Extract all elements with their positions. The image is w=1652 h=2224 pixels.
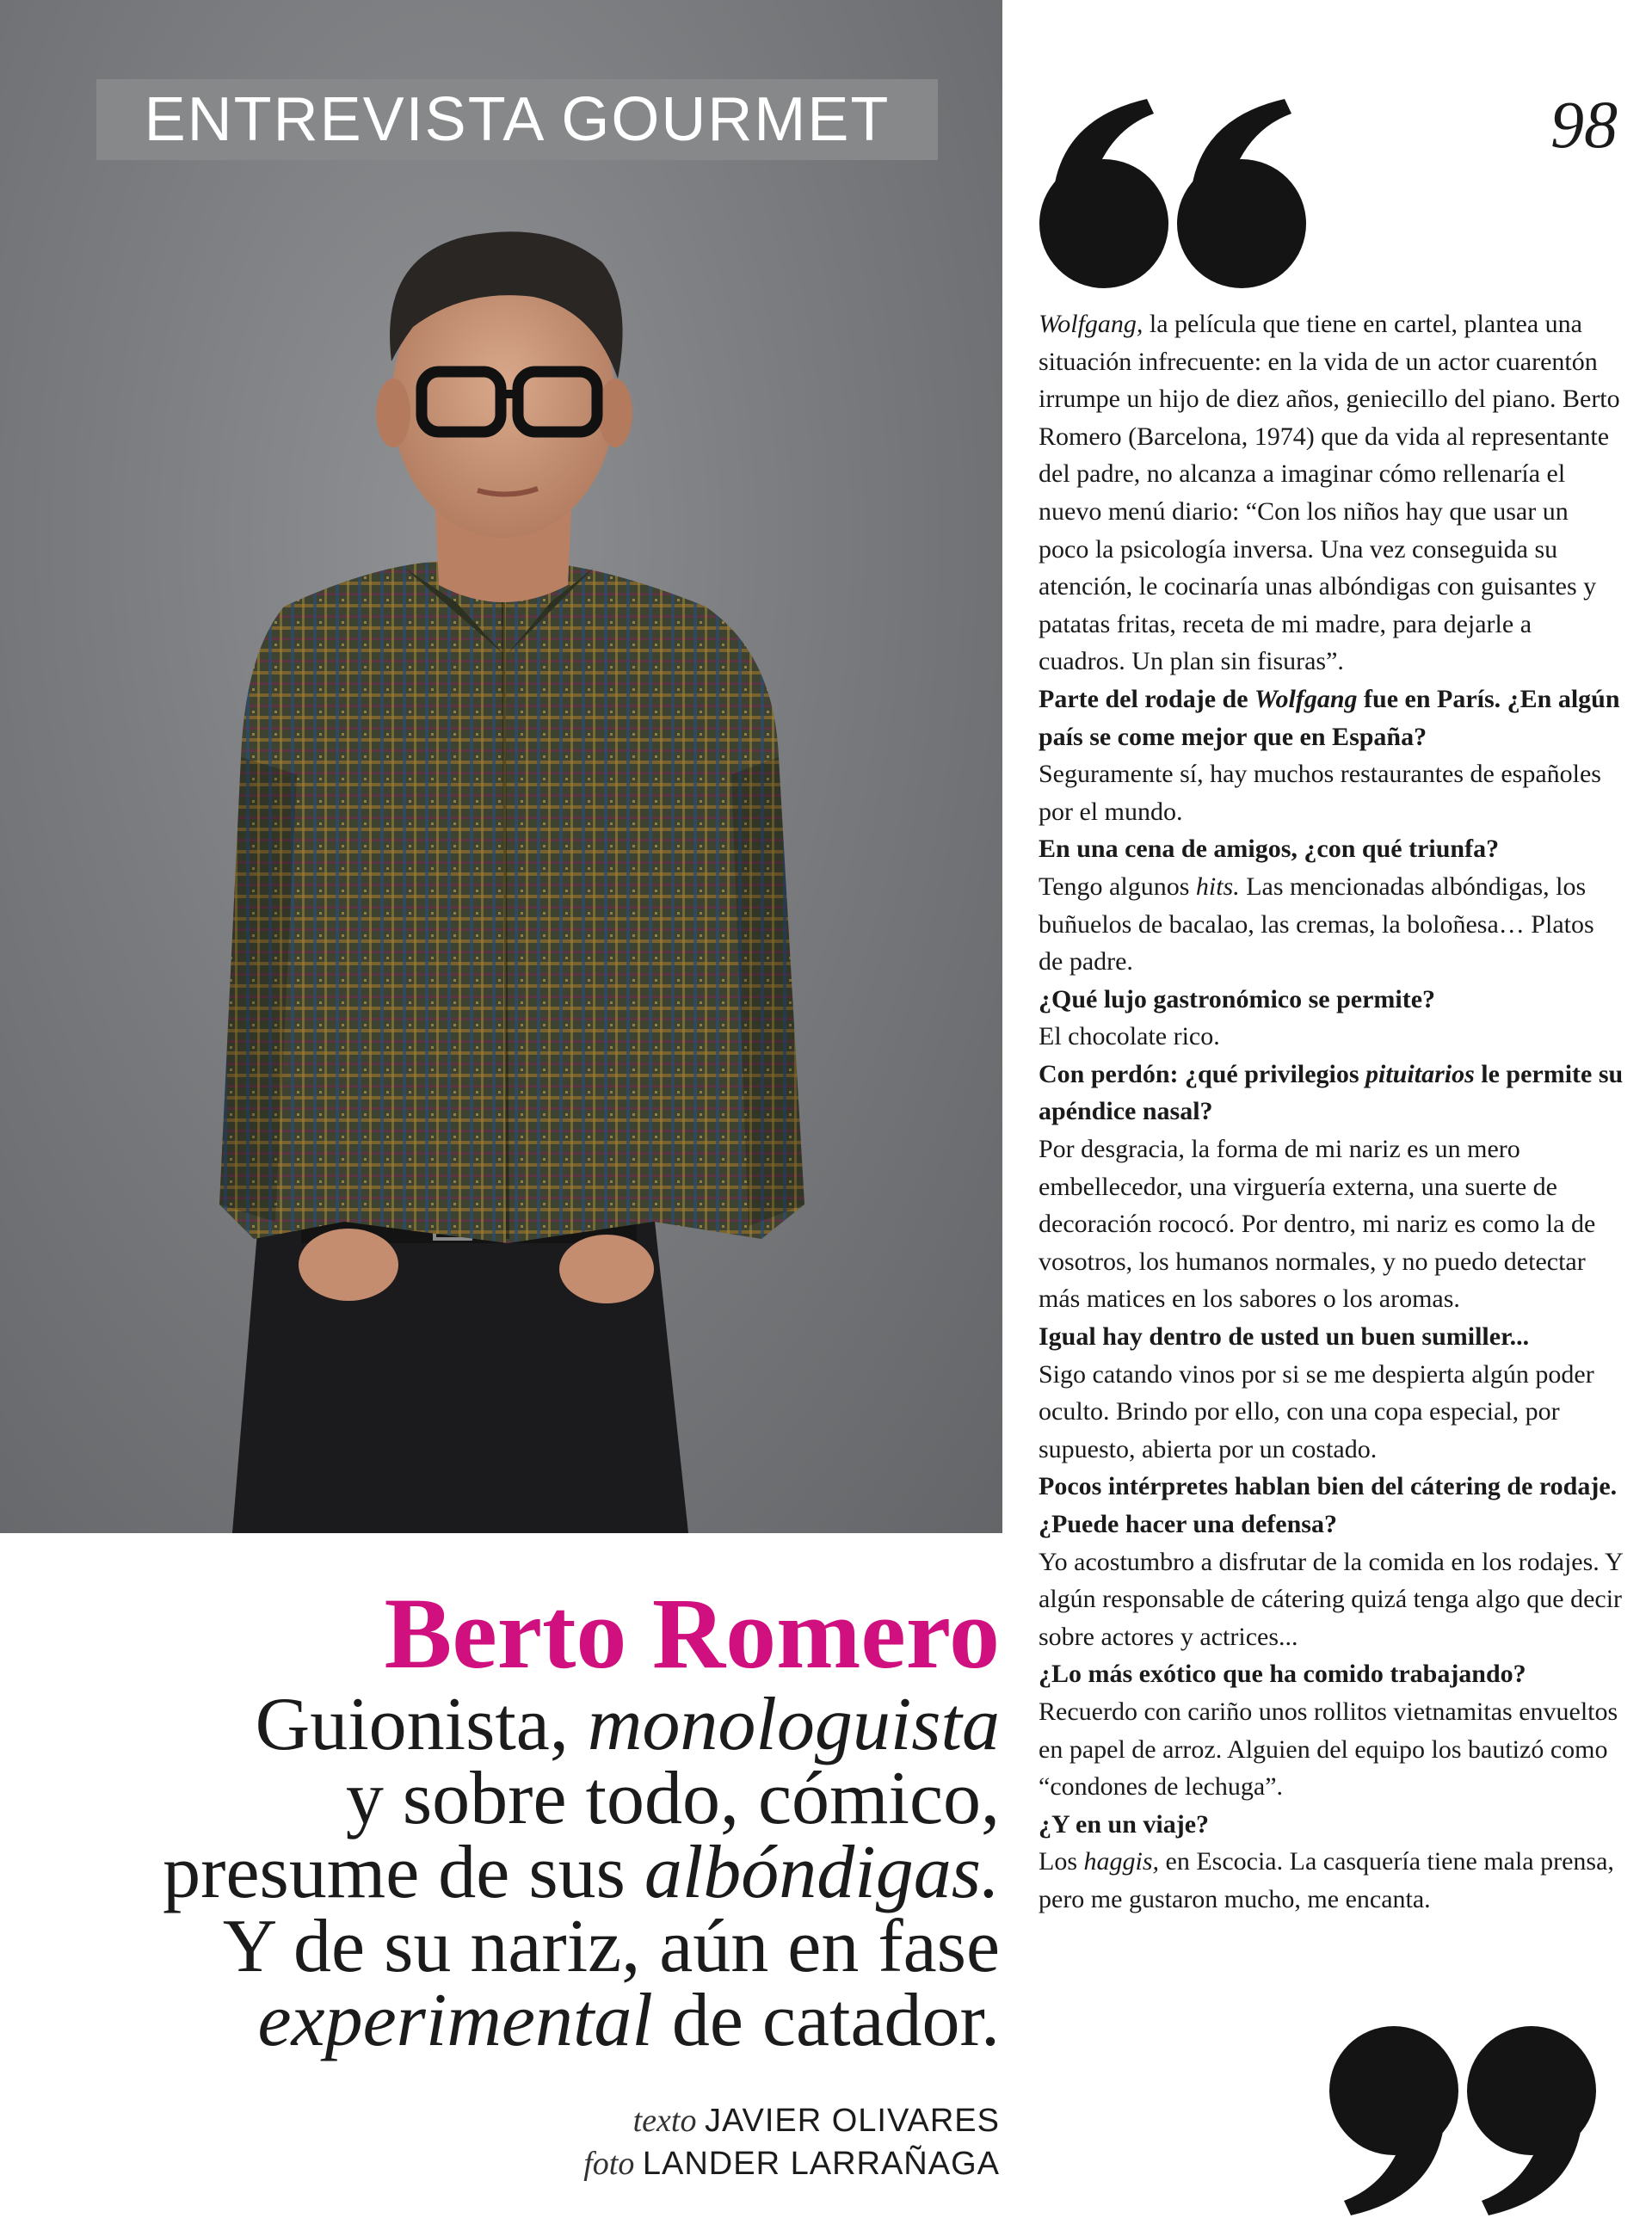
interview-answer [1039, 305, 1624, 681]
interview-question [1039, 1655, 1624, 1693]
text-run: en Escocia. La casquería tiene mala prensa, pero me gustaron mucho, me encanta. [1039, 1847, 1614, 1913]
italic-run: pituitarios [1365, 1059, 1475, 1088]
interview-answer [1039, 1843, 1624, 1918]
credit-name: LANDER LARRAÑAGA [642, 2146, 1000, 2182]
text-run: de catador. [652, 1979, 1000, 2062]
text-run: presume de sus [163, 1831, 644, 1914]
portrait-photo [0, 0, 1002, 1533]
credit-role: foto [583, 2146, 635, 2182]
text-run: Pocos intérpretes hablan bien del cátering de rodaje. ¿Puede hacer una defensa? [1039, 1472, 1618, 1538]
text-run: ¿Qué lujo gastronómico se permite? [1039, 984, 1436, 1013]
byline-credit [583, 2099, 1000, 2142]
portrait-illustration [0, 0, 1002, 1533]
interview-question [1039, 1056, 1624, 1130]
byline-credit [583, 2142, 1000, 2185]
italic-run: haggis, [1083, 1847, 1160, 1876]
dek-line [53, 1831, 1000, 1914]
text-run: Igual hay dentro de usted un buen sumiller... [1039, 1322, 1530, 1352]
text-run: ¿Y en un viaje? [1039, 1809, 1210, 1839]
interviewee-name: Berto Romero [384, 1577, 1000, 1690]
section-tag [96, 79, 938, 160]
text-run: Sigo catando vinos por si se me despierta algún poder oculto. Brindo por ello, con una copa especial, por supuesto, abierta por un costado. [1039, 1359, 1594, 1463]
byline [583, 2099, 1000, 2185]
text-run: Recuerdo con cariño unos rollitos vietnamitas envueltos en papel de arroz. Alguien del equipo los bautizó como “condones de lechuga”. [1039, 1697, 1618, 1802]
open-quote-icon [1035, 95, 1310, 297]
interview-question [1039, 681, 1624, 755]
text-run: y sobre todo, cómico, [345, 1757, 1000, 1840]
credit-role: texto [632, 2103, 697, 2139]
interview-answer [1039, 755, 1624, 830]
page-number: 98 [1550, 87, 1618, 162]
text-run: Con perdón: ¿qué privilegios [1039, 1059, 1366, 1088]
interview-answer [1039, 1018, 1624, 1056]
interview-answer [1039, 1130, 1624, 1318]
interview-answer [1039, 1543, 1624, 1656]
text-run: la película que tiene en cartel, plantea una situación infrecuente: en la vida de un actor cuarentón irrumpe un hijo de diez años, geniecillo del piano. Berto Romero (Barcelona, 1974) que da vida al representante del padre, no alcanza a imaginar cómo rellenaría el nuevo menú diario: “Con los niños hay que usar un poco la psicología inversa. Una vez conseguida su atención, le cocinaría unas albóndigas con guisantes y patatas fritas, receta de mi madre, para dejarle a cuadros. Un plan sin fisuras”. [1039, 310, 1620, 676]
interview-body [1039, 305, 1624, 1919]
interview-question [1039, 830, 1624, 868]
text-run: le permite su apéndice nasal? [1039, 1059, 1624, 1126]
italic-run: Wolfgang, [1039, 310, 1143, 338]
text-run: Por desgracia, la forma de mi nariz es un mero embellecedor, una virguería externa, una suerte de decoración rococó. Por dentro, mi nariz es como la de vosotros, los humanos normales, y no puedo detectar más matices en los sabores o los aromas. [1039, 1135, 1596, 1314]
interview-answer [1039, 868, 1624, 981]
interview-question [1039, 1468, 1624, 1543]
text-run: En una cena de amigos, ¿con qué triunfa? [1039, 835, 1500, 864]
text-run: Tengo algunos [1039, 872, 1196, 901]
text-run: Las mencionadas albóndigas, los buñuelos de bacalao, las cremas, la boloñesa… Platos de padre. [1039, 872, 1594, 976]
section-tag-label: ENTREVISTA GOURMET [144, 85, 891, 154]
interview-question [1039, 1318, 1624, 1356]
text-run: Yo acostumbro a disfrutar de la comida en los rodajes. Y algún responsable de cátering quizá tenga algo que decir sobre actores y actrices... [1039, 1547, 1623, 1651]
text-run: ¿Lo más exótico que ha comido trabajando? [1039, 1660, 1526, 1689]
text-run: Parte del rodaje de [1039, 684, 1255, 713]
dek-line [53, 1757, 1000, 1840]
text-run: Y de su nariz, aún en fase [222, 1905, 1000, 1988]
text-run: Los [1039, 1847, 1084, 1876]
italic-run: albóndigas. [644, 1831, 1000, 1914]
dek-line [53, 1683, 1000, 1766]
dek-line [53, 1905, 1000, 1988]
text-run: El chocolate rico. [1039, 1022, 1220, 1051]
headline-block [53, 1577, 1000, 2062]
text-run: Guionista, [255, 1683, 588, 1766]
italic-run: Wolfgang [1254, 684, 1358, 713]
headline-dek [53, 1683, 1000, 2062]
dek-line [53, 1979, 1000, 2062]
text-run: fue en París. ¿En algún país se come mejor que en España? [1039, 684, 1620, 751]
italic-run: hits. [1195, 872, 1240, 901]
interview-question [1039, 981, 1624, 1019]
close-quote-icon [1325, 2022, 1600, 2224]
credit-name: JAVIER OLIVARES [704, 2103, 1000, 2139]
interview-answer [1039, 1356, 1624, 1469]
italic-run: experimental [257, 1979, 653, 2062]
interview-answer [1039, 1693, 1624, 1806]
italic-run: monologuista [587, 1683, 1000, 1766]
interview-question [1039, 1806, 1624, 1844]
text-run: Seguramente sí, hay muchos restaurantes de españoles por el mundo. [1039, 760, 1601, 826]
